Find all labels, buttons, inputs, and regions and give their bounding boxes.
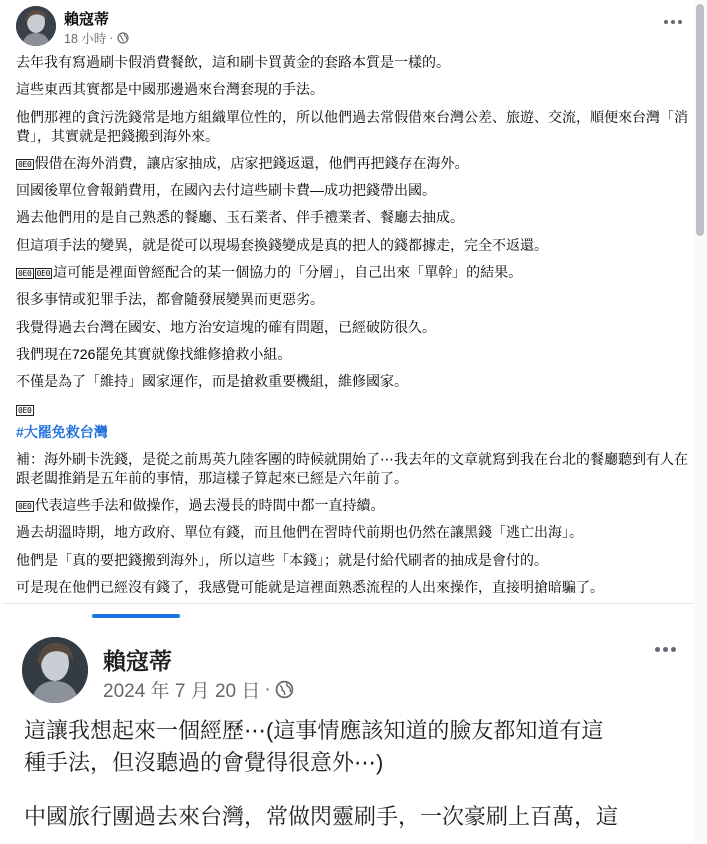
embedded-author-avatar <box>22 637 88 703</box>
embedded-meta <box>103 676 294 703</box>
post-author[interactable]: 賴寇蒂 <box>64 11 110 28</box>
post-paragraph: 過去胡溫時期，地方政府、單位有錢，而且他們在習時代前期也仍然在讓黑錢「逃亡出海」。 <box>16 524 583 541</box>
meta-separator: · <box>109 31 114 45</box>
post-paragraph <box>16 423 696 442</box>
post-paragraph: 回國後單位會報銷費用，在國內去付這些刷卡費—成功把錢帶出國。 <box>16 182 436 199</box>
post-paragraph: 可是現在他們已經沒有錢了，我感覺可能就是這裡面熟悉流程的人出來操作，直接明搶暗騙了。 <box>16 579 604 596</box>
post-paragraph: 他們那裡的貪污洗錢常是地方組織單位性的，所以他們過去常假借來台灣公差、旅遊、交流，順便來台灣「消費」，其實就是把錢搬到海外來。 <box>16 108 688 144</box>
post-paragraph: 但這項手法的變異，就是從可以現場套換錢變成是真的把人的錢都據走，完全不返還。 <box>16 236 548 253</box>
embedded-more-button <box>655 647 676 652</box>
post-paragraph: 我們現在726罷免其實就像找維修搶救小組。 <box>16 345 292 362</box>
post-body <box>16 53 696 605</box>
unsupported-glyph: 0E0 <box>18 269 32 279</box>
unsupported-glyph: 0E0 <box>18 405 32 415</box>
globe-icon <box>275 680 294 699</box>
post-paragraph: 0E0 0E0 這可能是裡面曾經配合的某一個協力的「分層」，自己出來「單幹」的結果。 <box>18 264 523 281</box>
post-paragraph: 0E0 代表這些手法和做操作，過去漫長的時間中都一直持續。 <box>18 497 385 514</box>
embedded-separator: · <box>264 678 271 700</box>
more-horizontal-icon <box>655 647 676 652</box>
embedded-text-line: 中國旅行團過去來台灣，常做閃靈刷手，一次豪刷上百萬，這 <box>24 804 619 829</box>
more-horizontal-icon <box>664 20 682 24</box>
embedded-tab-indicator <box>92 614 180 618</box>
post-paragraph: 很多事情或犯罪手法，都會隨發展變異而更惡劣。 <box>16 291 324 308</box>
post-paragraph: 這些東西其實都是中國那邊過來台灣套現的手法。 <box>16 81 324 98</box>
post-paragraph: 補：海外刷卡洗錢，是從之前馬英九陸客團的時候就開始了⋯我去年的文章就寫到我在台北的餐廳聽到有人在跟老闆推銷是五年前的事情，那這樣子算起來已經是六年前了。 <box>16 450 688 486</box>
embedded-text-line: 種手法，但沒聽過的會覺得很意外⋯) <box>24 750 384 775</box>
hashtag-link[interactable]: #大罷免救台灣 <box>16 423 108 440</box>
post-paragraph <box>16 400 696 419</box>
scrollbar-thumb[interactable] <box>696 4 704 236</box>
post-paragraph: 不僅是為了「維持」國家運作，而是搶救重要機組，維修國家。 <box>16 373 408 390</box>
post-paragraph: 過去他們用的是自己熟悉的餐廳、玉石業者、伴手禮業者、餐廳去抽成。 <box>16 209 464 226</box>
unsupported-glyph: 0E0 <box>36 269 51 279</box>
post-paragraph: 他們是「真的要把錢搬到海外」，所以這些「本錢」；就是付給代刷者的抽成是會付的。 <box>16 551 548 568</box>
unsupported-glyph: 0E0 <box>18 159 32 169</box>
unsupported-glyph: 0E0 <box>18 502 32 512</box>
post-paragraph: 我覺得過去台灣在國安、地方治安這塊的確有問題，已經破防很久。 <box>16 318 436 335</box>
embedded-author: 賴寇蒂 <box>103 648 172 674</box>
post-paragraph: 去年我有寫過刷卡假消費餐飲，這和刷卡買黃金的套路本質是一樣的。 <box>16 54 450 70</box>
embedded-text-line: 這讓我想起來一個經歷⋯(這事情應該知道的臉友都知道有這 <box>24 718 604 743</box>
embedded-screenshot[interactable] <box>0 603 707 843</box>
post-meta <box>64 29 129 47</box>
scrollbar-track[interactable] <box>693 0 707 843</box>
post-paragraph: 0E0 假借在海外消費，讓店家抽成，店家把錢返還，他們再把錢存在海外。 <box>18 154 469 171</box>
post-time[interactable]: 18 小時 <box>64 32 107 46</box>
more-options-button[interactable] <box>659 10 687 34</box>
embedded-date: 2024 年 7 月 20 日 <box>103 681 261 702</box>
author-avatar[interactable] <box>16 6 56 46</box>
globe-icon[interactable] <box>117 32 129 44</box>
